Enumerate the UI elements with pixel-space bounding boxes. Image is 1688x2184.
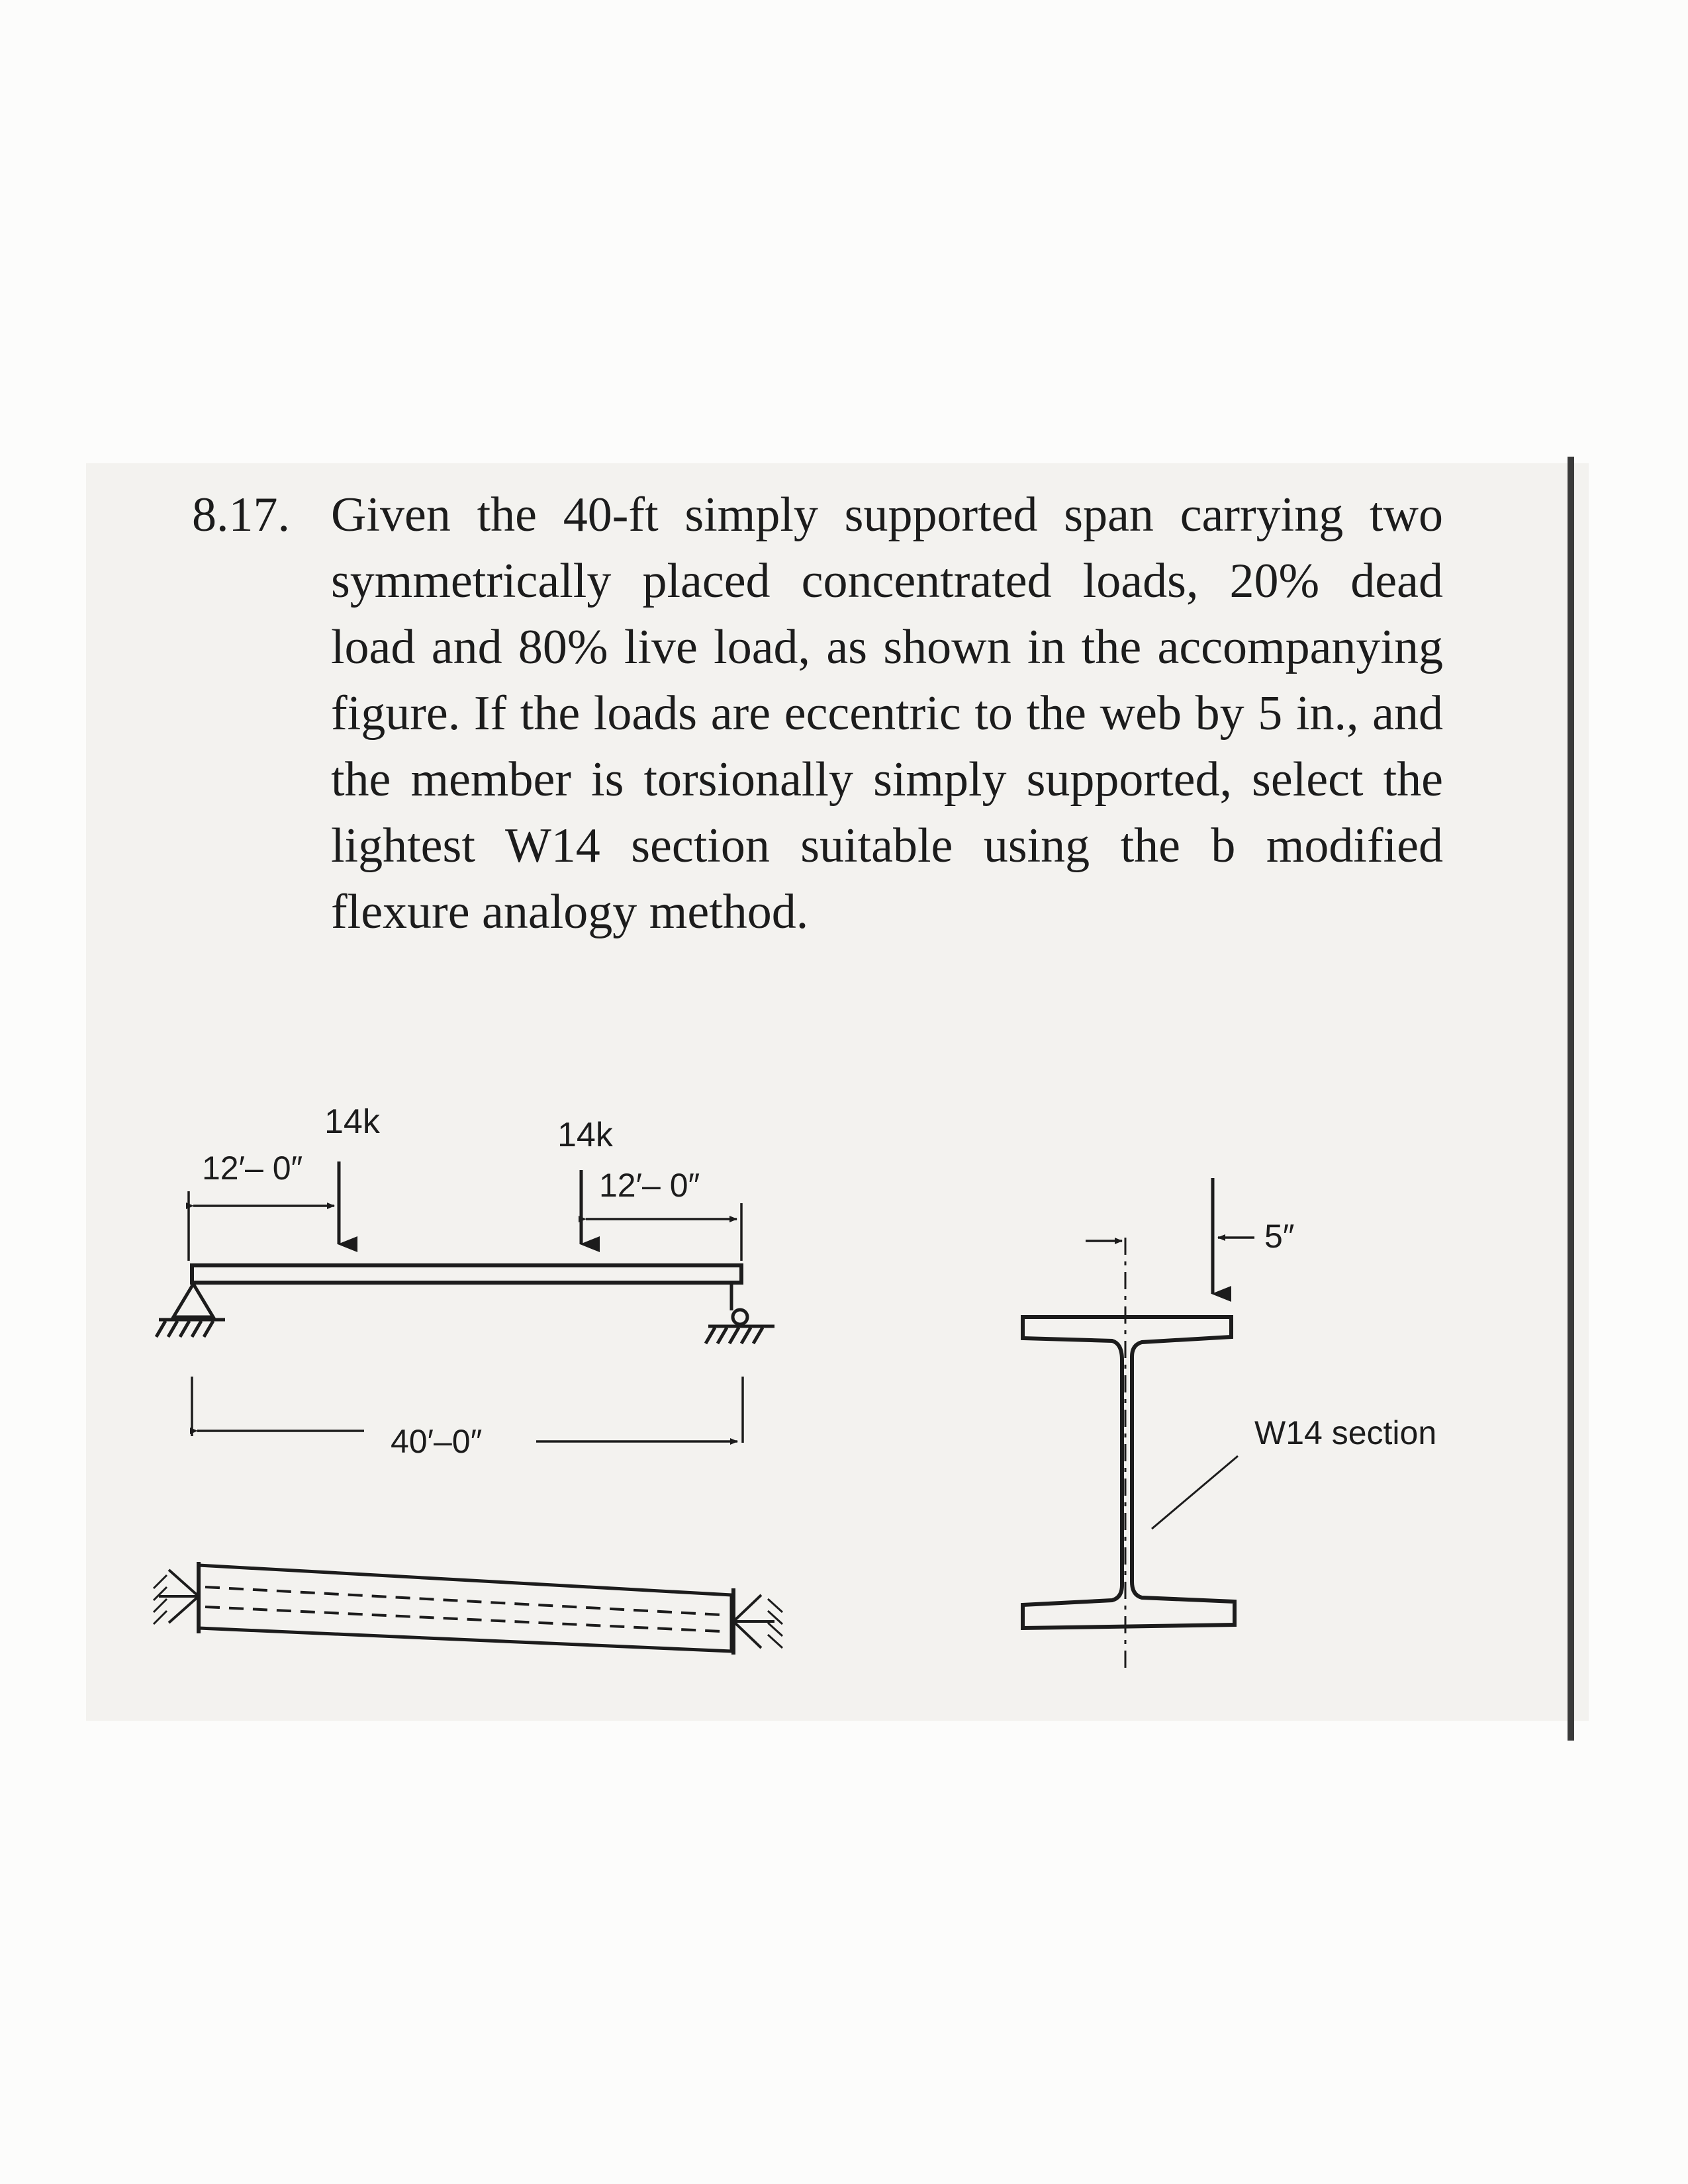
pin-support (156, 1284, 225, 1337)
problem-number: 8.17. (192, 488, 290, 542)
load-label-right: 14k (557, 1116, 613, 1154)
dimension-right-label: 12′– 0″ (599, 1167, 700, 1204)
section-leader-line (1152, 1456, 1238, 1529)
eccentricity-label: 5″ (1264, 1218, 1295, 1255)
dimension-left (189, 1191, 334, 1261)
dimension-span-label: 40′–0″ (391, 1423, 483, 1460)
dimension-left-label: 12′– 0″ (202, 1150, 303, 1187)
dimension-right (586, 1203, 741, 1261)
section-label: W14 section (1254, 1414, 1437, 1451)
eccentricity-dimension (1086, 1238, 1254, 1241)
beam-plan-view (154, 1562, 782, 1655)
problem-statement: Given the 40-ft simply supported span carrying two symmetrically placed concentrated loads, 20% dead load and 80% live load, as shown in the accompanying figure. If the loads are eccentric to the web by 5 in., and the member is torsionally simply supported, select the lightest W14 section suitable using the b modified flexure analogy method. (331, 488, 1443, 939)
beam-elevation (192, 1265, 741, 1283)
w14-cross-section (1023, 1317, 1235, 1628)
beam-body (192, 1265, 741, 1283)
load-label-left: 14k (324, 1103, 380, 1141)
roller-support (706, 1284, 774, 1343)
